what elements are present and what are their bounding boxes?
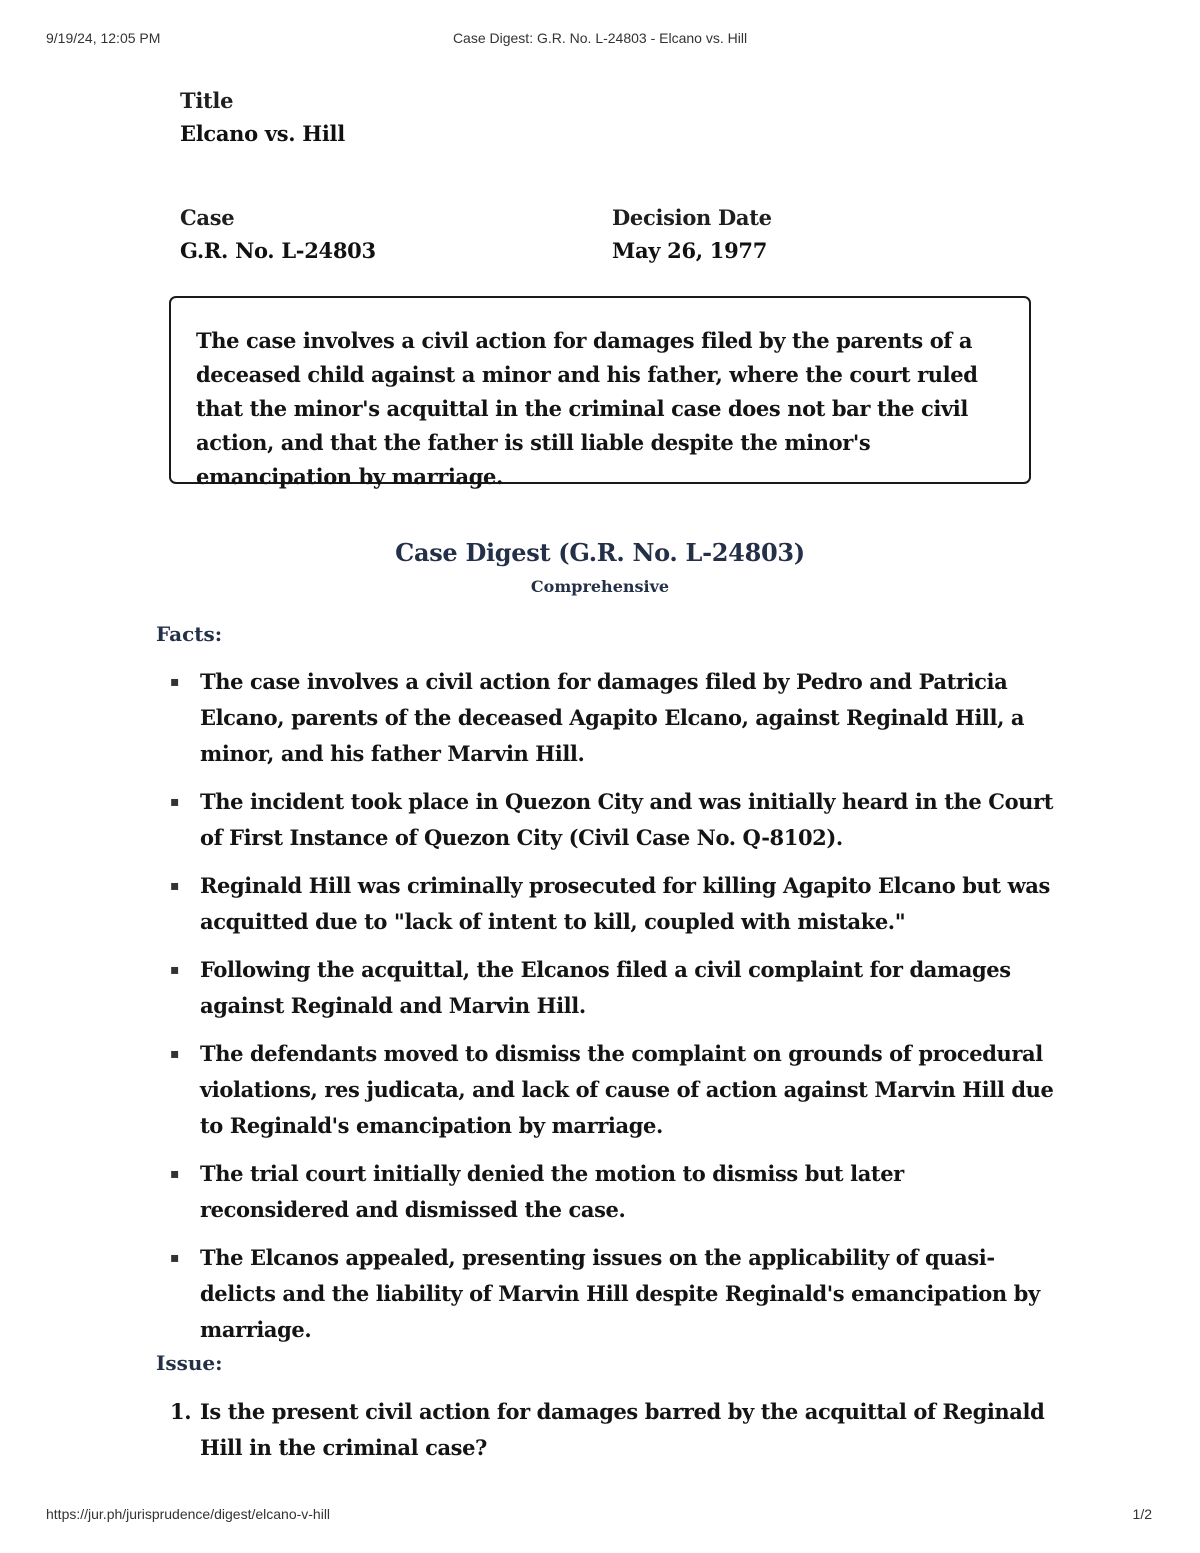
summary-text: The case involves a civil action for damages filed by the parents of a deceased child against a minor and his father, where the court ruled that the minor's acquittal in the criminal case does not bar the civil action, and that the father is still liable despite the minor's emancipation by marriage. (196, 328, 978, 489)
case-label: Case (180, 205, 235, 230)
page-number: 1/2 (1132, 1506, 1152, 1522)
fact-item (156, 1156, 1056, 1228)
issue-item (156, 1394, 1056, 1466)
case-number: G.R. No. L-24803 (180, 238, 376, 263)
fact-text: The case involves a civil action for damages filed by Pedro and Patricia Elcano, parents of the deceased Agapito Elcano, against Reginald Hill, a minor, and his father Marvin Hill. (200, 669, 1025, 766)
bullet-icon: ▪ (170, 1046, 180, 1062)
fact-item (156, 952, 1056, 1024)
case-section (180, 205, 376, 263)
facts-list (156, 664, 1056, 1360)
issue-number: 1. (170, 1399, 192, 1424)
fact-text: The Elcanos appealed, presenting issues on the applicability of quasi-delicts and the liability of Marvin Hill despite Reginald's emancipation by marriage. (200, 1245, 1040, 1342)
bullet-icon: ▪ (170, 878, 180, 894)
fact-text: The incident took place in Quezon City and was initially heard in the Court of First Instance of Quezon City (Civil Case No. Q-8102). (200, 789, 1054, 850)
fact-item (156, 1240, 1056, 1348)
fact-text: Following the acquittal, the Elcanos filed a civil complaint for damages against Reginald and Marvin Hill. (200, 957, 1011, 1018)
bullet-icon: ▪ (170, 962, 180, 978)
fact-item (156, 664, 1056, 772)
print-doc-title: Case Digest: G.R. No. L-24803 - Elcano vs. Hill (452, 30, 748, 46)
title-section (180, 88, 345, 146)
fact-item (156, 868, 1056, 940)
title-label: Title (180, 88, 234, 113)
bullet-icon: ▪ (170, 1166, 180, 1182)
print-datetime: 9/19/24, 12:05 PM (46, 30, 161, 46)
fact-item (156, 784, 1056, 856)
issue-text: Is the present civil action for damages barred by the acquittal of Reginald Hill in the criminal case? (200, 1399, 1045, 1460)
fact-text: The defendants moved to dismiss the complaint on grounds of procedural violations, res judicata, and lack of cause of action against Marvin Hill due to Reginald's emancipation by marriage. (200, 1041, 1054, 1138)
bullet-icon: ▪ (170, 674, 180, 690)
summary-box (169, 296, 1031, 489)
fact-item (156, 1036, 1056, 1144)
fact-text: The trial court initially denied the motion to dismiss but later reconsidered and dismissed the case. (200, 1161, 904, 1222)
facts-heading: Facts: (156, 622, 223, 646)
bullet-icon: ▪ (170, 1250, 180, 1266)
digest-title: Case Digest (G.R. No. L-24803) (395, 538, 805, 567)
issue-heading: Issue: (156, 1351, 223, 1375)
decision-date-section (612, 205, 772, 263)
title-value: Elcano vs. Hill (180, 121, 345, 146)
bullet-icon: ▪ (170, 794, 180, 810)
digest-subtitle: Comprehensive (530, 577, 670, 596)
issues-list (156, 1394, 1056, 1466)
fact-text: Reginald Hill was criminally prosecuted for killing Agapito Elcano but was acquitted due to "lack of intent to kill, coupled with mistake." (200, 873, 1050, 934)
decision-date-label: Decision Date (612, 205, 772, 230)
decision-date-value: May 26, 1977 (612, 238, 768, 263)
print-url[interactable]: https://jur.ph/jurisprudence/digest/elcano-v-hill (46, 1506, 331, 1522)
